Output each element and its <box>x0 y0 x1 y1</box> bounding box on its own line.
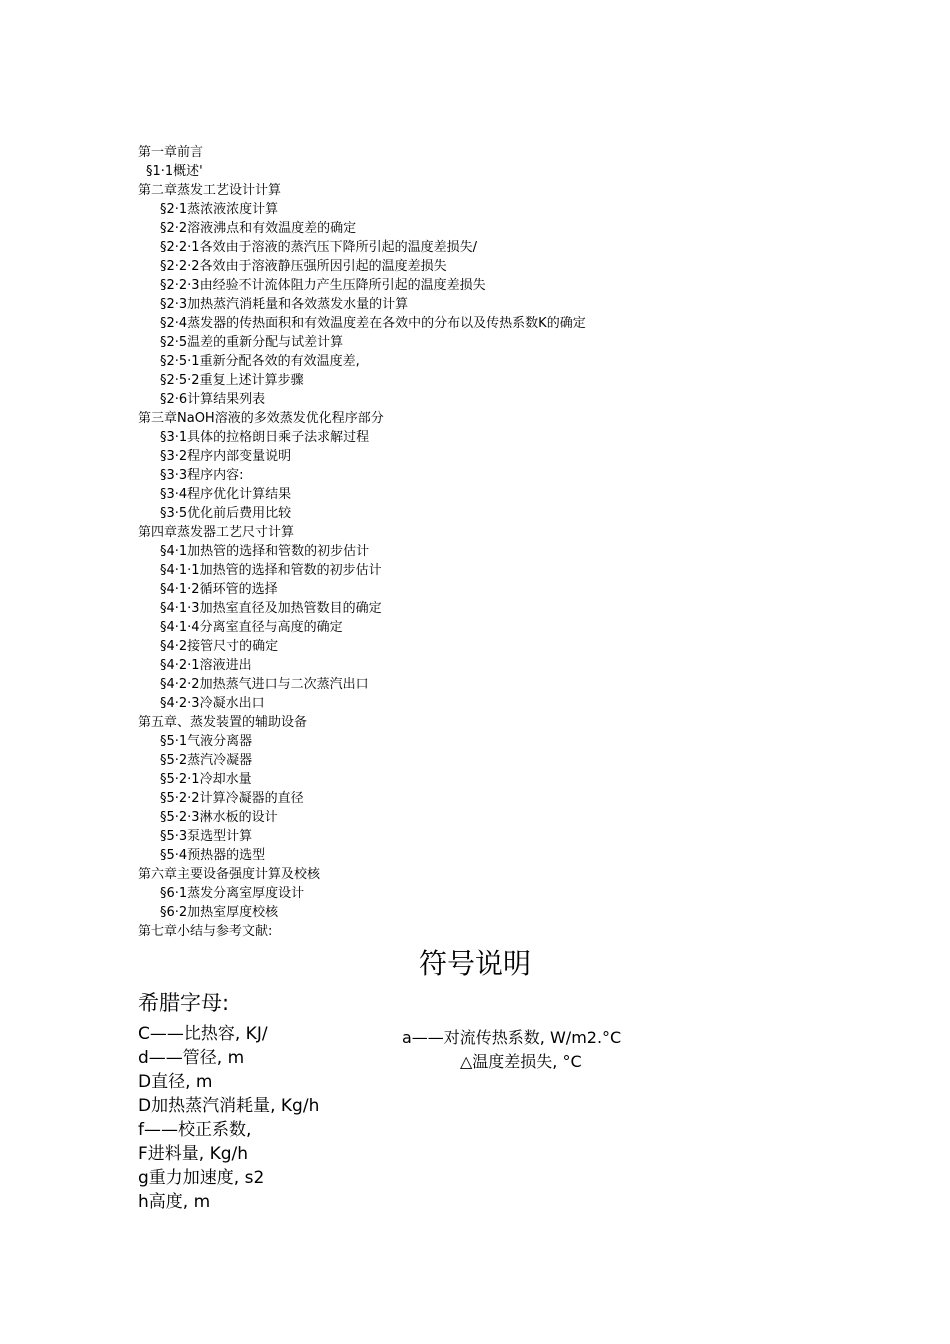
toc-section: §5·2蒸汽冷凝器 <box>160 753 253 768</box>
toc-section: §6·2加热室厚度校核 <box>160 905 279 920</box>
toc-section: §2·2·2各效由于溶液静压强所因引起的温度差损失 <box>160 259 447 274</box>
toc-section: §5·3泵选型计算 <box>160 829 253 844</box>
toc-chapter: 第四章蒸发器工艺尺寸计算 <box>138 525 295 540</box>
greek-letters-heading: 希腊字母: <box>138 991 230 1015</box>
symbol-item: f——校正系数, <box>138 1120 252 1140</box>
toc-section: §5·2·2计算冷凝器的直径 <box>160 791 304 806</box>
toc-section: §3·1具体的拉格朗日乘子法求解过程 <box>160 430 370 445</box>
toc-section: §4·2·2加热蒸气进口与二次蒸汽出口 <box>160 677 369 692</box>
toc-section: §2·2·1各效由于溶液的蒸汽压下降所引起的温度差损失/ <box>160 240 477 255</box>
symbol-item: D加热蒸汽消耗量, Kg/h <box>138 1096 320 1116</box>
toc-section: §4·2接管尺寸的确定 <box>160 639 279 654</box>
toc-section: §4·1加热管的选择和管数的初步估计 <box>160 544 370 559</box>
toc-section: §4·2·1溶液进出 <box>160 658 252 673</box>
toc-section: §4·1·1加热管的选择和管数的初步估计 <box>160 563 382 578</box>
toc-section: §2·2·3由经验不计流体阻力产生压降所引起的温度差损失 <box>160 278 486 293</box>
toc-section: §4·1·2循环管的选择 <box>160 582 278 597</box>
symbol-item: F进料量, Kg/h <box>138 1144 249 1164</box>
toc-section: §6·1蒸发分离室厚度设计 <box>160 886 305 901</box>
symbol-item-heat-transfer-coefficient: a——对流传热系数, W/m2.°C <box>402 1028 622 1047</box>
toc-section: §4·1·4分离室直径与高度的确定 <box>160 620 343 635</box>
toc-chapter: 第七章小结与参考文献: <box>138 924 273 939</box>
symbol-item-temperature-loss: △温度差损失, °C <box>460 1052 582 1071</box>
toc-chapter: 第五章、蒸发装置的辅助设备 <box>138 715 308 730</box>
toc-section: §4·1·3加热室直径及加热管数目的确定 <box>160 601 382 616</box>
toc-chapter: 第一章前言 <box>138 145 204 160</box>
symbol-item: g重力加速度, s2 <box>138 1168 265 1188</box>
symbol-item: h高度, m <box>138 1192 211 1212</box>
toc-section: §2·3加热蒸汽消耗量和各效蒸发水量的计算 <box>160 297 409 312</box>
toc-section: §2·2溶液沸点和有效温度差的确定 <box>160 221 357 236</box>
toc-section: §2·5·1重新分配各效的有效温度差, <box>160 354 360 369</box>
toc-section: §2·4蒸发器的传热面积和有效温度差在各效中的分布以及传热系数K的确定 <box>160 316 586 331</box>
table-of-contents <box>138 143 838 941</box>
toc-section: §2·5·2重复上述计算步骤 <box>160 373 304 388</box>
toc-section: §2·6计算结果列表 <box>160 392 266 407</box>
symbol-list <box>138 1022 319 1214</box>
symbol-item: d——管径, m <box>138 1048 245 1068</box>
toc-section: §4·2·3冷凝水出口 <box>160 696 265 711</box>
toc-chapter: 第二章蒸发工艺设计计算 <box>138 183 282 198</box>
toc-chapter: 第三章NaOH溶液的多效蒸发优化程序部分 <box>138 411 384 426</box>
toc-section: §3·3程序内容: <box>160 468 244 483</box>
toc-section: §5·4预热器的选型 <box>160 848 266 863</box>
toc-chapter: 第六章主要设备强度计算及校核 <box>138 867 321 882</box>
toc-section: §3·4程序优化计算结果 <box>160 487 292 502</box>
toc-section: §5·2·1冷却水量 <box>160 772 252 787</box>
toc-section: §5·1气液分离器 <box>160 734 253 749</box>
toc-section: §1·1概述' <box>146 164 203 179</box>
toc-section: §2·1蒸浓液浓度计算 <box>160 202 279 217</box>
toc-section: §3·2程序内部变量说明 <box>160 449 292 464</box>
symbols-title: 符号说明 <box>418 947 531 980</box>
toc-section: §2·5温差的重新分配与试差计算 <box>160 335 344 350</box>
toc-section: §5·2·3淋水板的设计 <box>160 810 278 825</box>
toc-section: §3·5优化前后费用比较 <box>160 506 292 521</box>
symbol-item: D直径, m <box>138 1072 213 1092</box>
symbol-item: C——比热容, KJ/ <box>138 1024 268 1044</box>
